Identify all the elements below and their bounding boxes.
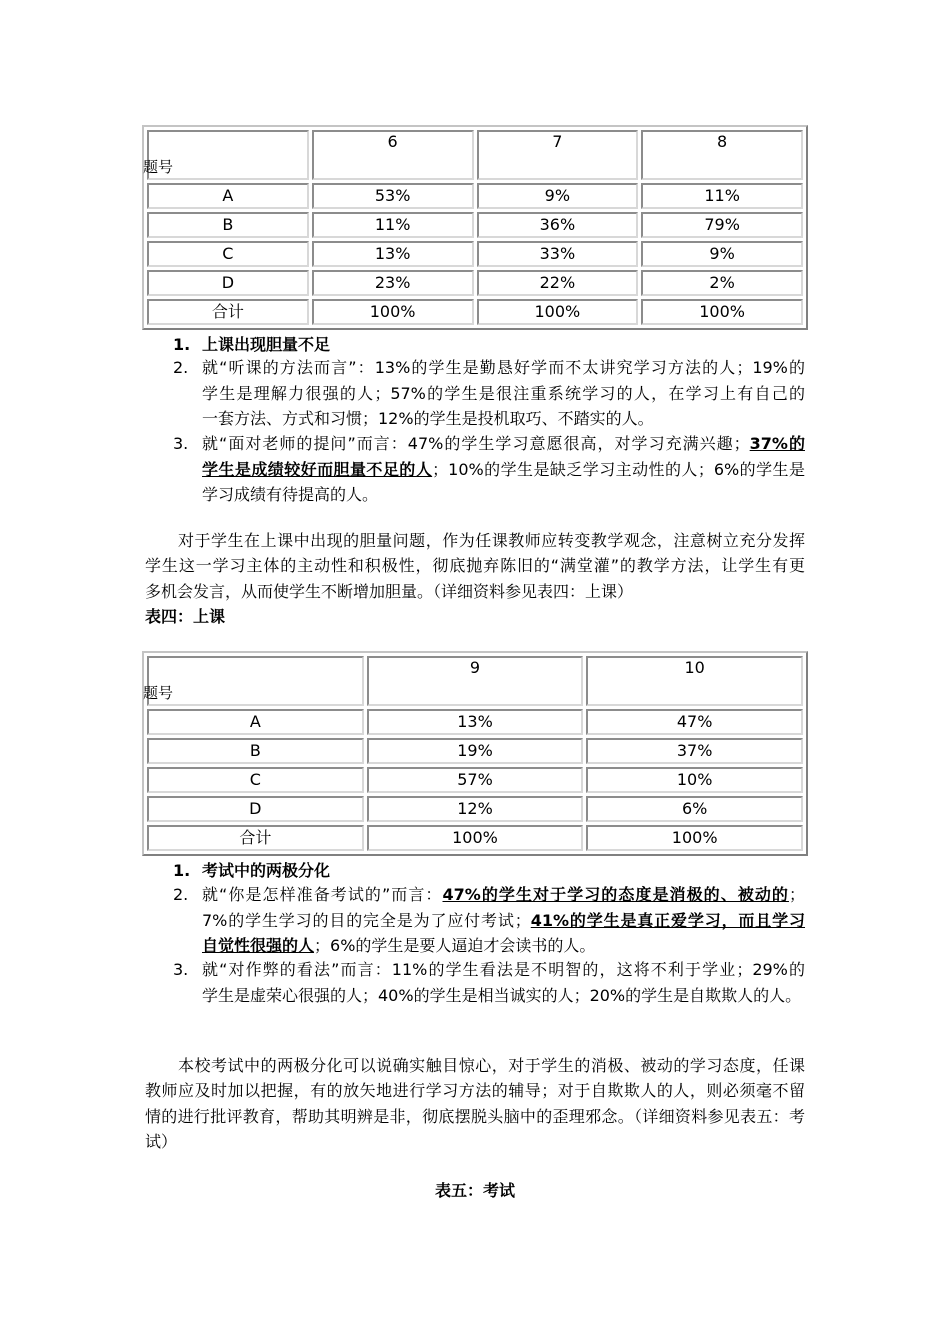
table-header-row — [147, 656, 803, 706]
text-line — [202, 882, 805, 908]
text-line: 学生是理解力很强的人；57%的学生是很注重系统学习的人，在学习上有自己的 — [202, 383, 805, 403]
list-number: 2. — [173, 885, 189, 904]
cell-c-q9: 57% — [367, 767, 584, 793]
table-header-row — [147, 130, 803, 180]
exam-paragraph — [145, 1053, 805, 1154]
list-number: 1. — [173, 335, 191, 354]
cell-c-q6: 13% — [312, 241, 474, 267]
row-label-c: C — [147, 767, 364, 793]
text-run: 就“面对老师的提问”而言：47%的学生学习意愿很高，对学习充满兴趣； — [202, 434, 750, 453]
text-line — [202, 908, 805, 934]
text-line: 考试中的两极分化 — [202, 861, 331, 880]
list-item-exam-preparation — [173, 882, 805, 959]
text-run: 7%的学生学习的目的完全是为了应付考试； — [202, 910, 531, 930]
text-run: ；6%的学生是要人逼迫才会读书的人。 — [314, 936, 596, 956]
cell-d-q10: 6% — [586, 796, 803, 822]
text-line: 本校考试中的两极分化可以说确实触目惊心，对于学生的消极、被动的学习态度，任课 — [178, 1056, 805, 1075]
text-run: ；10%的学生是缺乏学习主动性的人；6%的学生是 — [432, 459, 805, 479]
table-row-c — [147, 241, 803, 267]
table-4-caption: 表四：上课 — [145, 606, 226, 626]
row-label-c: C — [147, 241, 309, 267]
bold-underline-emphasis: 自觉性很强的人 — [202, 936, 315, 956]
list-item-body — [202, 858, 805, 884]
column-header-q10: 10 — [586, 656, 803, 706]
text-line: 教师应及时加以把握，有的放矢地进行学习方法的辅导；对于自欺欺人的人，则必须毫不留 — [145, 1081, 805, 1101]
cell-d-q8: 2% — [641, 270, 803, 296]
cell-c-q10: 10% — [586, 767, 803, 793]
list-item-heading-classroom — [173, 332, 805, 358]
text-line: 学习成绩有待提高的人。 — [202, 485, 379, 505]
text-line: 多机会发言，从而使学生不断增加胆量。（详细资料参见表四：上课） — [145, 581, 634, 601]
list-item-body — [202, 957, 805, 1008]
table-row-a — [147, 709, 803, 735]
cell-b-q6: 11% — [312, 212, 474, 238]
cell-a-q10: 47% — [586, 709, 803, 735]
table-row-a — [147, 183, 803, 209]
table-row-d — [147, 270, 803, 296]
cell-c-q8: 9% — [641, 241, 803, 267]
list-number: 1. — [173, 861, 191, 880]
row-label-d: D — [147, 796, 364, 822]
cell-c-q7: 33% — [477, 241, 639, 267]
list-item-body — [202, 355, 805, 432]
list-item-teacher-questions — [173, 431, 805, 508]
list-item-listening-method — [173, 355, 805, 432]
cell-total-q8: 100% — [641, 299, 803, 325]
cell-a-q6: 53% — [312, 183, 474, 209]
bold-underline-emphasis: 37%的 — [749, 434, 805, 453]
header-corner-cell — [143, 656, 364, 706]
row-label-total: 合计 — [147, 299, 309, 325]
table-row-total — [147, 825, 803, 851]
text-line — [202, 933, 805, 959]
cell-a-q9: 13% — [367, 709, 584, 735]
text-line: 学生是虚荣心很强的人；40%的学生是相当诚实的人；20%的学生是自欺欺人的人。 — [202, 985, 802, 1005]
cell-total-q10: 100% — [586, 825, 803, 851]
table-row-b — [147, 738, 803, 764]
cell-d-q6: 23% — [312, 270, 474, 296]
row-label-b: B — [147, 738, 364, 764]
question-number-label: 题号 — [143, 684, 174, 702]
cell-b-q8: 79% — [641, 212, 803, 238]
table-row-d — [147, 796, 803, 822]
list-number: 2. — [173, 358, 189, 377]
cell-b-q10: 37% — [586, 738, 803, 764]
list-item-body — [202, 431, 805, 508]
table-5-caption: 表五：考试 — [434, 1180, 515, 1200]
text-line: 对于学生在上课中出现的胆量问题，作为任课教师应转变教学观念，注意树立充分发挥 — [178, 531, 805, 550]
bold-underline-emphasis: 41%的学生是真正爱学习，而且学习 — [530, 910, 805, 930]
row-label-d: D — [147, 270, 309, 296]
cell-d-q7: 22% — [477, 270, 639, 296]
header-corner-cell — [143, 130, 309, 180]
column-header-q6: 6 — [312, 130, 474, 180]
column-header-q9: 9 — [367, 656, 584, 706]
cell-total-q7: 100% — [477, 299, 639, 325]
text-line: 就“听课的方法而言”：13%的学生是勤恳好学而不太讲究学习方法的人；19%的 — [202, 358, 805, 377]
cell-b-q9: 19% — [367, 738, 584, 764]
list-item-cheating-views — [173, 957, 805, 1008]
row-label-a: A — [147, 183, 309, 209]
cell-total-q6: 100% — [312, 299, 474, 325]
table-row-b — [147, 212, 803, 238]
survey-table-questions-6-8 — [142, 125, 808, 330]
cell-a-q7: 9% — [477, 183, 639, 209]
cell-total-q9: 100% — [367, 825, 584, 851]
classroom-paragraph — [145, 528, 805, 604]
list-number: 3. — [173, 434, 189, 453]
text-line: 试） — [145, 1131, 178, 1151]
row-label-a: A — [147, 709, 364, 735]
text-run: ； — [788, 885, 805, 904]
text-line: 就“对作弊的看法”而言：11%的学生看法是不明智的，这将不利于学业；29%的 — [202, 960, 805, 979]
list-number: 3. — [173, 960, 189, 979]
row-label-total: 合计 — [147, 825, 364, 851]
cell-a-q8: 11% — [641, 183, 803, 209]
column-header-q7: 7 — [477, 130, 639, 180]
list-item-body — [202, 332, 805, 358]
text-line: 情的进行批评教育，帮助其明辨是非，彻底摆脱头脑中的歪理邪念。（详细资料参见表五：考 — [145, 1106, 805, 1126]
text-run: 就“你是怎样准备考试的”而言： — [202, 885, 443, 904]
question-number-label: 题号 — [143, 158, 174, 176]
table-row-total — [147, 299, 803, 325]
text-line — [202, 431, 805, 457]
row-label-b: B — [147, 212, 309, 238]
survey-table-questions-9-10 — [142, 651, 808, 856]
list-item-body — [202, 882, 805, 959]
bold-underline-emphasis: 47%的学生对于学习的态度是消极的、被动的 — [442, 885, 789, 904]
text-line: 一套方法、方式和习惯；12%的学生是投机取巧、不踏实的人。 — [202, 409, 654, 429]
cell-b-q7: 36% — [477, 212, 639, 238]
list-item-heading-exam — [173, 858, 805, 884]
column-header-q8: 8 — [641, 130, 803, 180]
text-line: 上课出现胆量不足 — [202, 335, 331, 354]
table-row-c — [147, 767, 803, 793]
cell-d-q9: 12% — [367, 796, 584, 822]
text-line — [202, 457, 805, 483]
bold-underline-emphasis: 学生是成绩较好而胆量不足的人 — [202, 459, 433, 479]
text-line: 学生这一学习主体的主动性和积极性，彻底抛弃陈旧的“满堂灌”的教学方法，让学生有更 — [145, 556, 805, 576]
